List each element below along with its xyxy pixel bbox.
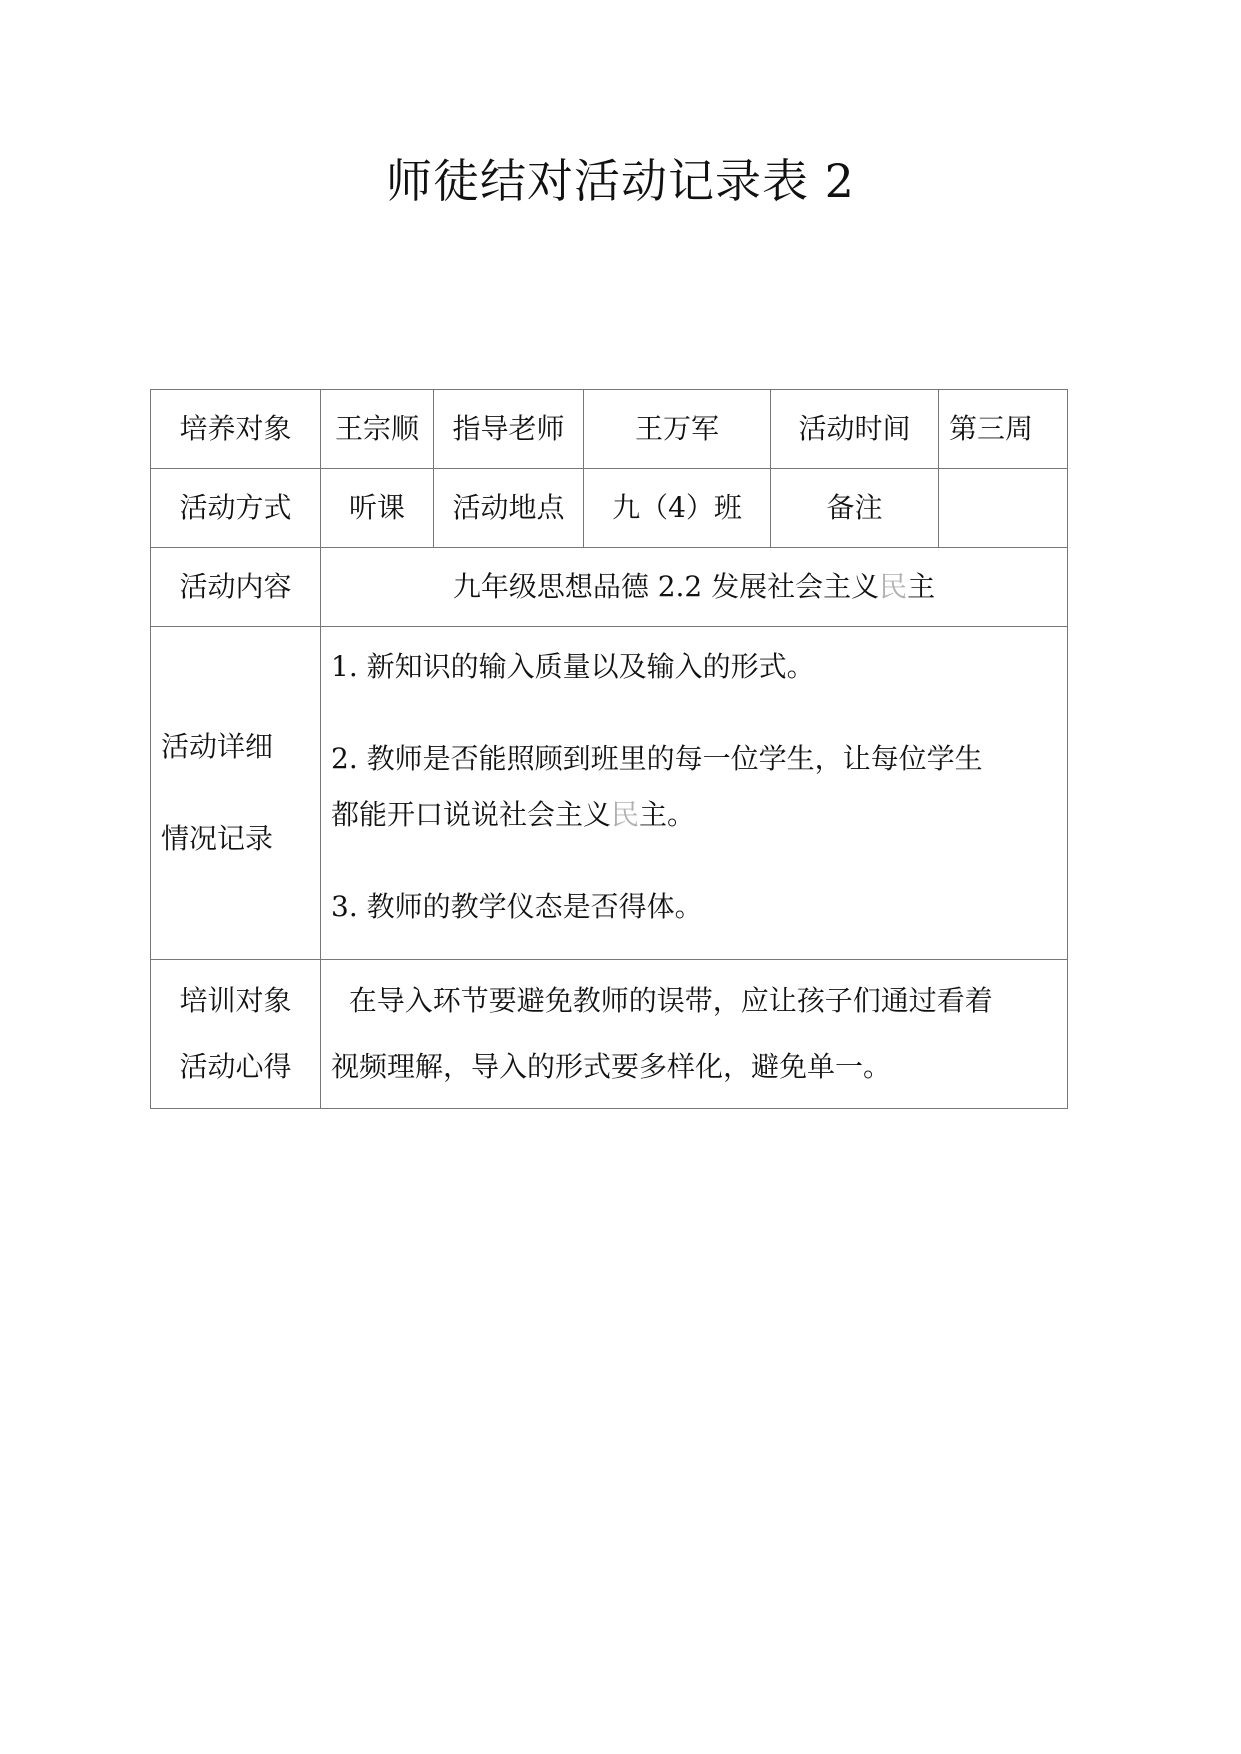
method-label: 活动方式 bbox=[151, 469, 321, 548]
note-value bbox=[939, 469, 1068, 548]
details-label-line2: 情况记录 bbox=[161, 822, 274, 855]
table-row bbox=[151, 627, 1068, 960]
method-value: 听课 bbox=[321, 469, 434, 548]
table-row bbox=[151, 548, 1068, 627]
details-item-2-faded: 民 bbox=[611, 798, 640, 831]
content-text: 九年级思想品德 2.2 发展社会主义 bbox=[452, 569, 880, 603]
table-row bbox=[151, 390, 1068, 469]
trainee-value: 王宗顺 bbox=[321, 390, 434, 469]
details-item-2-line1: 2. 教师是否能照顾到班里的每一位学生，让每位学生 bbox=[331, 742, 983, 775]
reflection-line2: 视频理解，导入的形式要多样化，避免单一。 bbox=[331, 1050, 892, 1083]
details-label bbox=[151, 627, 321, 960]
table-row bbox=[151, 469, 1068, 548]
content-text-faded: 民 bbox=[879, 569, 908, 603]
document-title: 师徒结对活动记录表 2 bbox=[386, 154, 855, 208]
details-item-3: 3. 教师的教学仪态是否得体。 bbox=[331, 890, 703, 923]
mentor-value: 王万军 bbox=[584, 390, 771, 469]
place-value: 九（4）班 bbox=[584, 469, 771, 548]
content-label: 活动内容 bbox=[151, 548, 321, 627]
reflection-content bbox=[321, 960, 1068, 1109]
trainee-label: 培养对象 bbox=[151, 390, 321, 469]
mentor-label: 指导老师 bbox=[434, 390, 584, 469]
activity-record-table bbox=[150, 389, 1068, 1109]
place-label: 活动地点 bbox=[434, 469, 584, 548]
content-value bbox=[321, 548, 1068, 627]
time-value: 第三周 bbox=[939, 390, 1068, 469]
time-label: 活动时间 bbox=[771, 390, 939, 469]
reflection-label bbox=[151, 960, 321, 1109]
details-content bbox=[321, 627, 1068, 960]
reflection-label-line1: 培训对象 bbox=[179, 984, 292, 1017]
details-item-2-text: 都能开口说说社会主义 bbox=[331, 798, 612, 831]
details-item-1: 1. 新知识的输入质量以及输入的形式。 bbox=[331, 650, 815, 683]
details-item-2-end: 主。 bbox=[639, 798, 696, 831]
reflection-line1: 在导入环节要避免教师的误带，应让孩子们通过看着 bbox=[331, 984, 993, 1017]
content-text-end: 主 bbox=[907, 569, 936, 603]
note-label: 备注 bbox=[771, 469, 939, 548]
details-item-2-line2 bbox=[331, 787, 1057, 843]
details-label-line1: 活动详细 bbox=[161, 730, 274, 763]
table-row bbox=[151, 960, 1068, 1109]
reflection-label-line2: 活动心得 bbox=[179, 1050, 292, 1083]
